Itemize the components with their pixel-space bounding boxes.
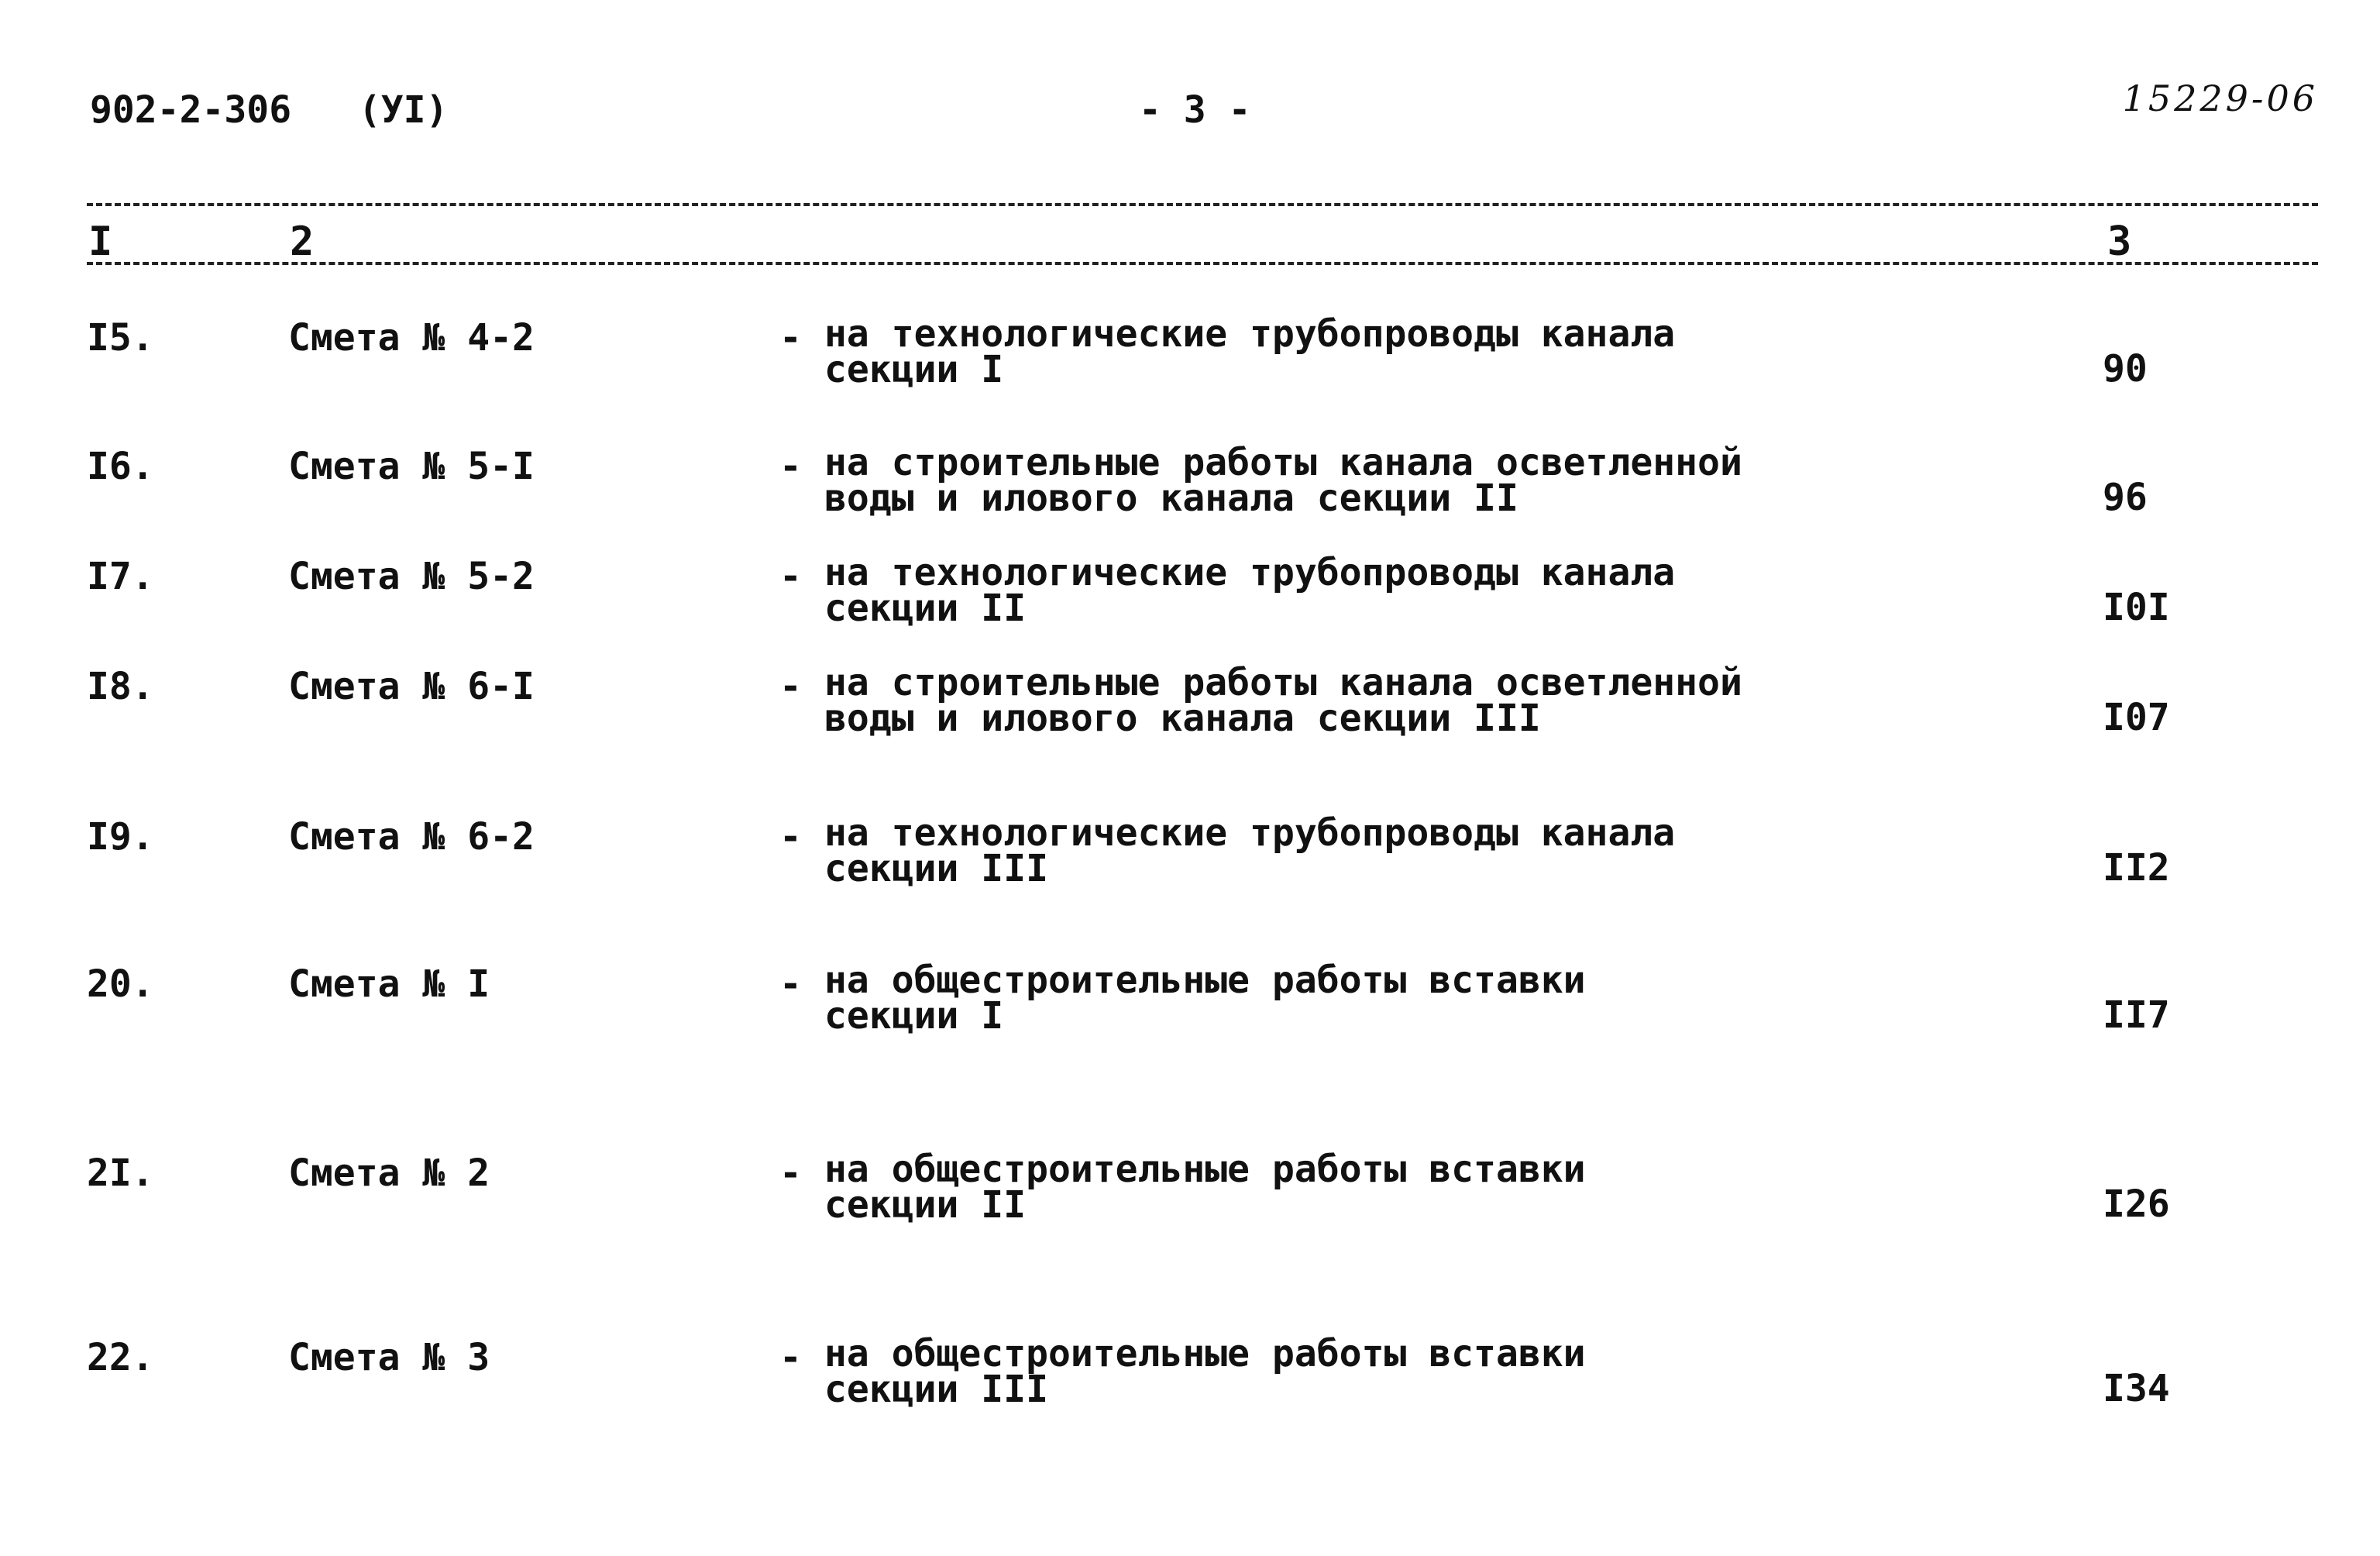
row-dash: - (779, 815, 802, 859)
table-row (0, 811, 2380, 908)
column-header-3: 3 (2103, 222, 2136, 262)
description-line-2: секции I (824, 348, 1004, 391)
estimate-description (824, 811, 1676, 890)
description-line-2: секции III (824, 847, 1048, 890)
description-line-1: на общестроительные работы вставки (824, 1332, 1586, 1375)
row-dash: - (779, 316, 802, 360)
estimate-description (824, 1332, 1586, 1411)
document-part: (УI) (358, 88, 449, 132)
description-line-2: секции I (824, 994, 1004, 1038)
page-reference: II2 (2103, 846, 2170, 890)
page-reference: I07 (2103, 696, 2170, 739)
estimate-reference: Смета № 4-2 (288, 316, 535, 360)
page-reference: I34 (2103, 1367, 2170, 1410)
estimate-reference: Смета № I (288, 962, 490, 1006)
estimate-reference: Смета № 5-2 (288, 555, 535, 598)
estimate-reference: Смета № 6-2 (288, 815, 535, 859)
page-reference: I26 (2103, 1182, 2170, 1226)
estimate-description (824, 551, 1676, 630)
description-line-2: секции II (824, 587, 1027, 630)
row-dash: - (779, 962, 802, 1006)
estimate-reference: Смета № 3 (288, 1336, 490, 1379)
table-row (0, 441, 2380, 538)
table-row (0, 312, 2380, 409)
estimate-reference: Смета № 6-I (288, 665, 535, 708)
description-line-2: секции III (824, 1368, 1048, 1411)
row-number: 22. (87, 1336, 154, 1379)
estimate-description (824, 959, 1586, 1038)
description-line-2: воды и илового канала секции II (824, 477, 1518, 520)
description-line-1: на общестроительные работы вставки (824, 959, 1586, 1002)
estimate-description (824, 1148, 1586, 1227)
row-dash: - (779, 445, 802, 488)
page-reference: I0I (2103, 586, 2170, 629)
table-row (0, 661, 2380, 758)
table-row (0, 959, 2380, 1055)
row-number: I5. (87, 316, 154, 360)
description-line-1: на технологические трубопроводы канала (824, 312, 1676, 356)
row-number: I9. (87, 815, 154, 859)
row-number: 2I. (87, 1152, 154, 1195)
column-header-2: 2 (285, 222, 318, 262)
estimate-reference: Смета № 5-I (288, 445, 535, 488)
row-dash: - (779, 665, 802, 708)
description-line-1: на технологические трубопроводы канала (824, 811, 1676, 855)
row-number: I6. (87, 445, 154, 488)
page-reference: 96 (2103, 476, 2148, 519)
document-code (90, 88, 449, 132)
description-line-1: на строительные работы канала осветленной (824, 661, 1742, 704)
inventory-number: 15229-06 (2122, 77, 2318, 119)
table-row (0, 1332, 2380, 1429)
row-dash: - (779, 1336, 802, 1379)
column-header-dashed-rule (87, 262, 2318, 265)
page-reference: 90 (2103, 347, 2148, 391)
estimate-description (824, 661, 1742, 740)
estimate-description (824, 441, 1742, 520)
description-line-1: на строительные работы канала осветленной (824, 441, 1742, 484)
column-header-1: I (84, 222, 117, 262)
document-code-number: 902-2-306 (90, 88, 292, 132)
table-row (0, 551, 2380, 648)
row-number: I7. (87, 555, 154, 598)
table-row (0, 1148, 2380, 1244)
description-line-1: на общестроительные работы вставки (824, 1148, 1586, 1191)
description-line-2: воды и илового канала секции III (824, 697, 1541, 740)
description-line-2: секции II (824, 1183, 1027, 1227)
estimate-description (824, 312, 1676, 391)
row-number: I8. (87, 665, 154, 708)
row-dash: - (779, 555, 802, 598)
description-line-1: на технологические трубопроводы канала (824, 551, 1676, 594)
top-dashed-rule (87, 203, 2318, 206)
estimate-reference: Смета № 2 (288, 1152, 490, 1195)
row-number: 20. (87, 962, 154, 1006)
page-number-marker: - 3 - (1139, 88, 1251, 132)
page-reference: II7 (2103, 993, 2170, 1037)
row-dash: - (779, 1152, 802, 1195)
